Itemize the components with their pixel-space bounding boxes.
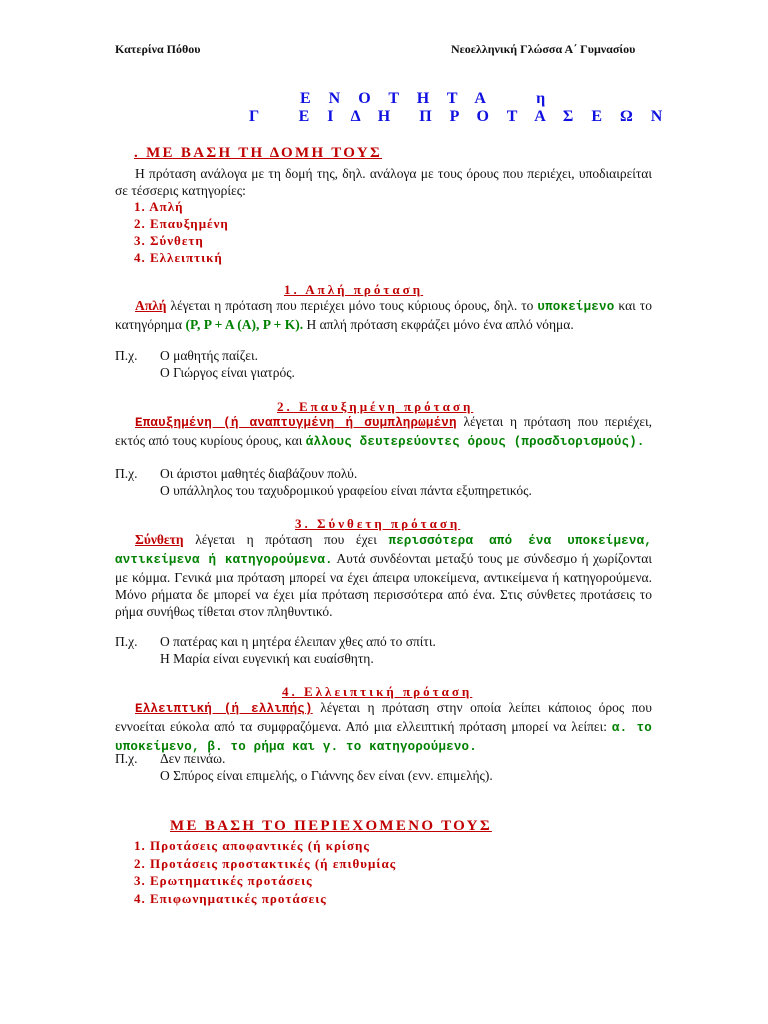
content-category-list [134, 837, 396, 907]
expanded-examples [115, 465, 532, 499]
formula: (Ρ, Ρ + Α (Α), Ρ + Κ). [185, 317, 304, 332]
unit-subtitle: Γ Ε Ι Δ Η Π Ρ Ο Τ Α Σ Ε Ω Ν [249, 108, 670, 125]
category-list [134, 198, 229, 266]
list-item: 3. Σύνθετη [134, 233, 204, 248]
compound-highlight: περισσότερα από ένα υποκείμενα, αντικείμενα ή κατηγορούμενα. [115, 534, 652, 567]
text: λέγεται η πρόταση που περιέχει μόνο τους κύριους όρους, δηλ. το [166, 298, 538, 313]
course-name: Νεοελληνική Γλώσσα Α΄ Γυμνασίου [451, 42, 636, 56]
elliptical-heading: 4. Ελλειπτική πρόταση [282, 684, 473, 699]
eg-label: Π.χ. [115, 634, 138, 649]
example: Η Μαρία είναι ευγενική και ευαίσθητη. [160, 651, 374, 666]
text: λέγεται η πρόταση που έχει [183, 532, 389, 547]
expanded-term: Επαυξημένη (ή αναπτυγμένη ή συμπληρωμένη [135, 416, 457, 430]
simple-heading: 1. Απλή πρόταση [284, 282, 424, 297]
expanded-heading: 2. Επαυξημένη πρόταση [277, 399, 474, 414]
section-content-heading: ΜΕ ΒΑΣΗ ΤΟ ΠΕΡΙΕΧΟΜΕΝΟ ΤΟΥΣ [170, 818, 492, 834]
section-structure-intro: Η πρόταση ανάλογα με τη δομή της, δηλ. ανάλογα με τους όρους που περιέχει, υποδιαιρείται σε τέσσερις κατηγορίες: [115, 166, 652, 198]
compound-heading: 3. Σύνθετη πρόταση [295, 516, 461, 531]
list-item: 1. Προτάσεις αποφαντικές (ή κρίσης [134, 838, 370, 853]
list-item: 2. Προτάσεις προστακτικές (ή επιθυμίας [134, 855, 397, 871]
elliptical-highlight: α. το υποκείμενο, β. το ρήμα και γ. το κατηγορούμενο. [115, 721, 652, 754]
example: Ο μαθητής παίζει. [160, 348, 258, 363]
compound-term: Σύνθετη [135, 532, 184, 547]
text: λέγεται η πρόταση στην οποία λείπει κάποιος όρος που εννοείται εύκολα από τα συμφραζόμενα. Από μια ελλειπτική πρόταση μπορεί να λείπει: [115, 700, 652, 734]
list-item: 4. Ελλειπτική [134, 250, 223, 265]
example: Ο υπάλληλος του ταχυδρομικού γραφείου είναι πάντα εξυπηρετικός. [160, 483, 532, 498]
example: Ο Γιώργος είναι γιατρός. [160, 365, 295, 380]
expanded-highlight: άλλους δευτερεύοντες όρους (προσδιορισμούς). [305, 435, 645, 449]
list-item: 4. Επιφωνηματικές προτάσεις [134, 890, 327, 906]
elliptical-definition [115, 699, 652, 756]
text: και το κατηγόρημα [115, 298, 652, 332]
simple-term: Απλή [135, 298, 167, 313]
example: Οι άριστοι μαθητές διαβάζουν πολύ. [160, 466, 358, 481]
author-name: Κατερίνα Πόθου [115, 42, 201, 56]
example: Ο πατέρας και η μητέρα έλειπαν χθες από το σπίτι. [160, 634, 436, 649]
simple-examples [115, 347, 295, 381]
text: Αυτά συνδέονται μεταξύ τους με σύνδεσμο ή χωρίζονται με κόμμα. Γενικά μια πρόταση μπορεί να έχει άπειρα υποκείμενα, αντικείμενα ή κατηγορούμενα. Μόνο ρήματα δε μπορεί να έχει μία πρόταση περισσότερα από ένα. Στις σύνθετες προτάσεις το ρήμα συνήθως τίθεται στον πληθυντικό. [115, 551, 652, 619]
list-item: 2. Επαυξημένη [134, 216, 229, 231]
list-item: 1. Απλή [134, 199, 184, 214]
compound-examples [115, 633, 436, 667]
subject-term: υποκείμενο [537, 300, 615, 314]
section-structure-heading: . ΜΕ ΒΑΣΗ ΤΗ ΔΟΜΗ ΤΟΥΣ [134, 145, 383, 161]
eg-label: Π.χ. [115, 348, 138, 363]
unit-title: Ε Ν Ο Τ Η Τ Α η [300, 90, 553, 107]
expanded-definition [115, 413, 652, 451]
example: Δεν πεινάω. [160, 751, 226, 766]
simple-definition [115, 297, 652, 333]
list-item: 3. Ερωτηματικές προτάσεις [134, 873, 313, 888]
text: Η απλή πρόταση εκφράζει μόνο ένα απλό νόημα. [303, 317, 574, 332]
eg-label: Π.χ. [115, 751, 138, 766]
compound-definition [115, 531, 652, 620]
eg-label: Π.χ. [115, 466, 138, 481]
elliptical-term: Ελλειπτική (ή ελλιπής) [135, 702, 313, 716]
text: λέγεται η πρόταση που περιέχει, εκτός από τους κυρίους όρους, και [115, 414, 652, 448]
example: Ο Σπύρος είναι επιμελής, ο Γιάννης δεν είναι (ενν. επιμελής). [160, 768, 493, 783]
elliptical-examples [115, 750, 493, 784]
